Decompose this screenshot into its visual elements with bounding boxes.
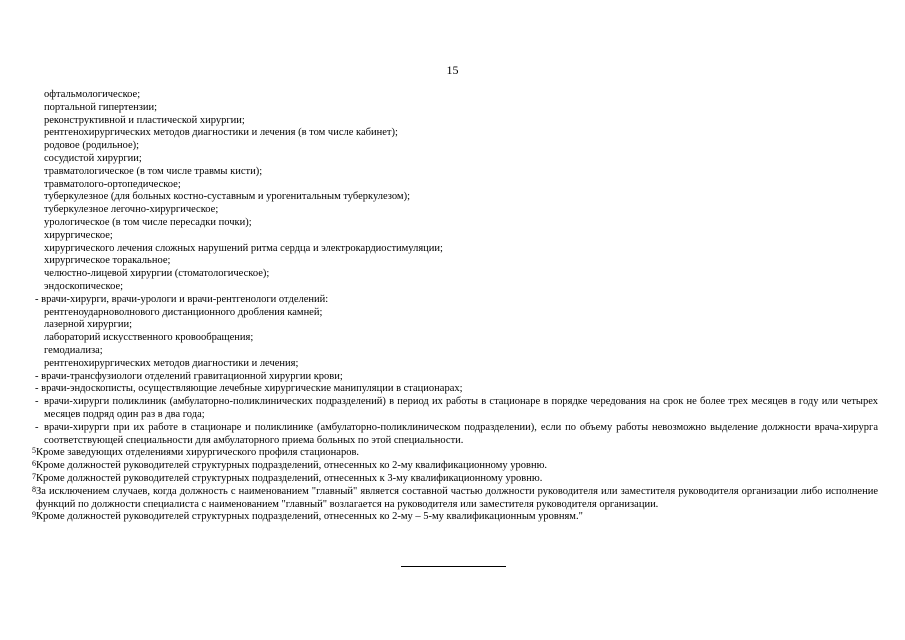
document-body	[30, 89, 878, 524]
bullet-dash: -	[35, 421, 39, 433]
list-item: туберкулезное легочно-хирургическое;	[44, 204, 219, 216]
bullet-item-hospital-polyclinic-surgeons	[30, 422, 878, 448]
list-item: хирургическое торакальное;	[44, 255, 171, 267]
footnote-mark: 5	[32, 446, 36, 456]
footnote-text: Кроме заведующих отделениями хирургического профиля стационаров.	[36, 447, 360, 459]
list-item: лазерной хирургии;	[44, 319, 133, 331]
list-item: травматолого-ортопедическое;	[44, 178, 181, 190]
footnotes-section	[30, 447, 878, 524]
list-item: сосудистой хирургии;	[44, 152, 142, 164]
page-number: 15	[446, 63, 459, 77]
list-item: лабораторий искусственного кровообращения;	[44, 332, 254, 344]
footnote	[30, 460, 878, 473]
list-item: рентгенохирургических методов диагностики и лечения (в том числе кабинет);	[44, 127, 398, 139]
footnote	[30, 447, 878, 460]
list-item: урологическое (в том числе пересадки почки);	[44, 216, 252, 228]
list-item: портальной гипертензии;	[44, 101, 158, 113]
footnote-text: Кроме должностей руководителей структурных подразделений, отнесенных ко 2-му квалификационному уровню.	[36, 460, 548, 472]
footnote	[30, 511, 878, 524]
department-list-1	[30, 89, 878, 294]
list-item: рентгенохирургических методов диагностики и лечения;	[44, 357, 299, 369]
list-item: хирургическое;	[44, 229, 113, 241]
end-separator-line	[401, 566, 506, 567]
bullet-text: врачи-хирурги при их работе в стационаре и поликлинике (амбулаторно-поликлиническом подразделении), если по объему работы невозможно выделение должности врача-хирурга соответствующей специальности для амбулаторного приема больных по этой специальности.	[44, 421, 878, 446]
footnote-text: Кроме должностей руководителей структурных подразделений, отнесенных к 3-му квалификационному уровню.	[36, 472, 543, 484]
footnote-text: Кроме должностей руководителей структурных подразделений, отнесенных ко 2-му – 5-му квалификационным уровням."	[36, 511, 583, 523]
department-list-2	[30, 307, 878, 371]
footnote-mark: 6	[32, 459, 36, 469]
footnote	[30, 486, 878, 512]
bullet-item-polyclinic-surgeons	[30, 396, 878, 422]
footnote-mark: 7	[32, 471, 36, 481]
list-item: гемодиализа;	[44, 344, 103, 356]
list-item: травматологическое (в том числе травмы кисти);	[44, 165, 263, 177]
bullet-item-surgeons-urologists: - врачи-хирурги, врачи-урологи и врачи-рентгенологи отделений:	[35, 293, 329, 305]
bullet-text: врачи-хирурги поликлиник (амбулаторно-поликлинических подразделений) в период их работы в стационаре в порядке чередования на срок не более трех месяцев в году или четырех месяцев подряд один раз в два года;	[44, 396, 878, 420]
footnote-text: За исключением случаев, когда должность с наименованием "главный" является составной частью должности руководителя или заместителя руководителя организации либо исполнение функций по должности специалиста с наименованием "главный" возлагается на руководителя или заместителя руководителя организации.	[36, 485, 878, 510]
list-item: реконструктивной и пластической хирургии;	[44, 114, 245, 126]
footnote-mark: 9	[32, 510, 36, 520]
bullet-dash: -	[35, 396, 39, 408]
list-item: родовое (родильное);	[44, 140, 140, 152]
bullet-item-endoscopists: - врачи-эндоскописты, осуществляющие лечебные хирургические манипуляции в стационарах;	[35, 383, 463, 395]
footnote	[30, 473, 878, 486]
list-item: офтальмологическое;	[44, 89, 141, 100]
bullet-item-transfusiologists: - врачи-трансфузиологи отделений гравитационной хирургии крови;	[35, 370, 343, 382]
list-item: рентгеноударноволнового дистанционного дробления камней;	[44, 306, 323, 318]
footnote-mark: 8	[32, 484, 36, 494]
list-item: челюстно-лицевой хирургии (стоматологическое);	[44, 268, 270, 280]
list-item: туберкулезное (для больных костно-суставным и урогенитальным туберкулезом);	[44, 191, 410, 203]
list-item: эндоскопическое;	[44, 280, 124, 292]
list-item: хирургического лечения сложных нарушений ритма сердца и электрокардиостимуляции;	[44, 242, 443, 254]
